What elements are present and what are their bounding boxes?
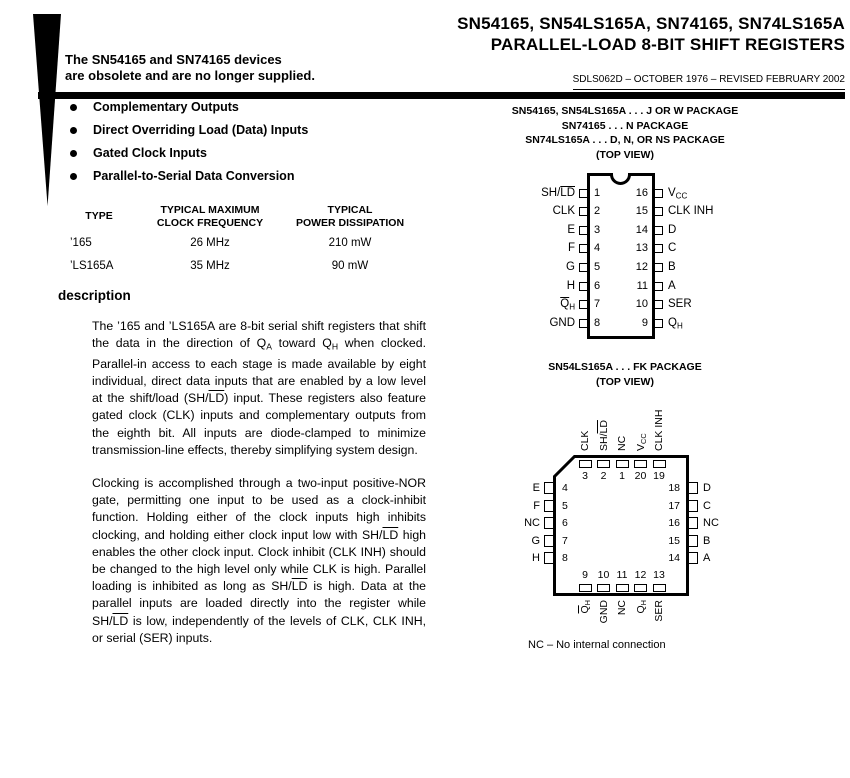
spec-table-cell: ’165 xyxy=(70,237,92,249)
pin-number: 11 xyxy=(636,279,648,292)
pin-label xyxy=(652,371,666,451)
corner-wedge-decoration xyxy=(33,14,61,206)
pin-label xyxy=(615,371,629,451)
pin-stub xyxy=(654,244,663,253)
package-header-line: SN54LS165A . . . FK PACKAGE xyxy=(548,361,702,373)
pin-stub xyxy=(688,552,698,564)
table-row xyxy=(58,256,420,279)
pin-stub xyxy=(654,189,663,198)
pin-number: 2 xyxy=(594,205,601,218)
spec-table-head xyxy=(58,202,420,233)
pin-label xyxy=(578,371,592,451)
pin-number: 5 xyxy=(594,260,601,273)
spec-table-header-cell xyxy=(140,202,280,233)
spec-table-header-line: TYPE xyxy=(85,210,113,223)
text-segment: high enables the other clock input. Clock inhibit (CLK INH) should be changed to the high level only while CLK is high. Parallel loading is inhibited as long as SH/ xyxy=(92,527,426,594)
pin-label xyxy=(460,186,575,201)
text-segment: A xyxy=(668,279,676,292)
pin-stub xyxy=(616,584,629,592)
pin-stub xyxy=(654,300,663,309)
feature-label: Complementary Outputs xyxy=(93,100,239,114)
text-segment: SER xyxy=(653,600,665,622)
text-segment: CLK xyxy=(552,205,575,218)
pin-number: 14 xyxy=(635,223,648,236)
text-segment: V xyxy=(668,186,676,199)
pin-stub xyxy=(597,584,610,592)
text-segment: Q xyxy=(634,605,647,614)
text-segment: is high. Data at the parallel inputs are loaded directly into the register while SH/ xyxy=(92,579,426,628)
pin-number: 8 xyxy=(594,316,601,329)
pin-label xyxy=(703,534,773,549)
pin-number: 9 xyxy=(582,569,588,581)
package-header-line: SN74LS165A . . . D, N, OR NS PACKAGE xyxy=(525,134,725,146)
text-segment: Q xyxy=(668,316,677,329)
subscript-text: H xyxy=(638,600,648,606)
spec-table-header-line: TYPICAL xyxy=(327,204,373,216)
pin-label xyxy=(597,371,611,451)
text-segment: CLK INH xyxy=(653,409,665,451)
overline-text: $\overline{LD}$ xyxy=(112,613,129,628)
pin-stub xyxy=(544,500,554,512)
description-paragraph xyxy=(92,475,426,647)
pin-label xyxy=(668,223,788,238)
spec-table-header-cell xyxy=(280,202,420,233)
pin-label xyxy=(460,297,575,314)
doc-number-line: SDLS062D – OCTOBER 1976 – REVISED FEBRUARY 2002 xyxy=(573,74,845,90)
pin-label xyxy=(668,260,788,275)
text-segment: NC xyxy=(703,517,719,529)
bullet-icon xyxy=(70,173,77,180)
package-header-line: (TOP VIEW) xyxy=(596,148,654,161)
text-segment: NC xyxy=(616,600,628,616)
description-paragraph xyxy=(92,318,426,459)
pin-number: 7 xyxy=(594,298,601,311)
obsolete-notice-line1: The SN54165 and SN74165 devices xyxy=(65,52,282,67)
overline-text: $\overline{Q}$ xyxy=(579,605,591,614)
spec-table-header-cell xyxy=(58,202,140,233)
pin-stub xyxy=(688,517,698,529)
text-segment: E xyxy=(567,223,575,236)
text-segment: H xyxy=(566,279,575,292)
pin-number: 11 xyxy=(616,569,628,581)
subscript-text: H xyxy=(569,302,575,312)
dip-diagram xyxy=(460,168,790,348)
pin-label xyxy=(703,499,773,514)
spec-table-cell: 210 mW xyxy=(328,237,372,249)
pin-label xyxy=(480,551,540,566)
pin-number: 1 xyxy=(594,186,601,199)
text-segment: ) input. These registers also feature gated clock (CLK) inputs and complementary outputs from the eighth bit. All inputs are diode-clamped to minimize transmission-line effects, thereby simplifying system design. xyxy=(92,391,426,457)
feature-item xyxy=(70,146,308,161)
pin-stub xyxy=(688,482,698,494)
subscript-text: H xyxy=(583,600,593,606)
pin-label xyxy=(634,371,648,451)
pin-stub xyxy=(579,282,588,291)
pin-stub xyxy=(579,226,588,235)
fk-diagram xyxy=(460,393,800,653)
pin-number: 9 xyxy=(641,316,648,329)
pin-stub xyxy=(579,244,588,253)
pin-number: 14 xyxy=(668,552,680,564)
pin-stub xyxy=(579,263,588,272)
pin-label xyxy=(480,481,540,496)
overline-text: $\overline{LD}$ xyxy=(208,391,225,406)
pin-stub xyxy=(597,460,610,468)
subscript-text: H xyxy=(331,341,339,352)
pin-stub xyxy=(579,319,588,328)
spec-table xyxy=(58,202,420,279)
subscript-text: H xyxy=(676,320,683,330)
pin-stub xyxy=(654,207,663,216)
pin-label xyxy=(480,499,540,514)
pin-number: 10 xyxy=(635,298,648,311)
text-segment: GND xyxy=(549,316,575,329)
text-segment: B xyxy=(668,260,676,273)
feature-label: Direct Overriding Load (Data) Inputs xyxy=(93,123,309,137)
subscript-text: CC xyxy=(675,190,688,200)
overline-text: $\overline{LD}$ xyxy=(382,527,399,542)
pin-stub xyxy=(579,584,592,592)
spec-table-cell: ’LS165A xyxy=(70,260,114,272)
pin-stub xyxy=(653,584,666,592)
datasheet-title xyxy=(457,14,845,55)
pin-stub xyxy=(654,282,663,291)
text-segment: CLK INH xyxy=(668,205,714,218)
text-segment: NC xyxy=(616,435,628,451)
datasheet-title-line1: SN54165, SN54LS165A, SN74165, SN74LS165A xyxy=(457,14,845,33)
overline-text: $\overline{LD}$ xyxy=(560,186,575,199)
subscript-text: CC xyxy=(638,433,648,444)
pin-label xyxy=(668,297,788,312)
feature-label: Gated Clock Inputs xyxy=(93,146,207,160)
obsolete-notice xyxy=(65,52,315,84)
text-segment: D xyxy=(703,482,711,494)
pin-label xyxy=(460,260,575,275)
pin-number: 17 xyxy=(668,499,680,512)
datasheet-title-line2: PARALLEL-LOAD 8-BIT SHIFT REGISTERS xyxy=(490,34,845,54)
pin-label xyxy=(703,516,773,531)
spec-table-header-row xyxy=(58,202,420,233)
pin-stub xyxy=(579,300,588,309)
text-segment: C xyxy=(668,242,677,255)
pin-label xyxy=(460,241,575,256)
pin-number: 13 xyxy=(653,569,665,581)
text-segment: G xyxy=(566,260,575,273)
package-header-line: (TOP VIEW) xyxy=(596,375,654,388)
text-segment: F xyxy=(533,499,540,512)
pin-label xyxy=(460,223,575,238)
text-segment: GND xyxy=(597,600,610,624)
overline-text: $\overline{Q}$ xyxy=(560,298,570,311)
pin-stub xyxy=(544,535,554,547)
text-segment: NC xyxy=(524,517,540,529)
pin-stub xyxy=(544,482,554,494)
subscript-text: A xyxy=(266,341,272,352)
pin-stub xyxy=(579,460,592,468)
pin-stub xyxy=(688,500,698,512)
table-row xyxy=(58,233,420,256)
dip-package-header xyxy=(460,104,790,162)
pin-label xyxy=(668,241,788,256)
spec-table-cell: 90 mW xyxy=(331,260,369,272)
text-segment: C xyxy=(703,499,711,512)
pin-number: 19 xyxy=(653,470,665,482)
text-segment: when clocked. Parallel-in access to each stage is made available by eight individual, direct data inputs that are enabled by a low level at the shift/load (SH/ xyxy=(92,336,426,406)
pin-stub xyxy=(616,460,629,468)
package-header-line: SN54165, SN54LS165A . . . J OR W PACKAGE xyxy=(511,105,739,117)
pin-label xyxy=(480,516,540,531)
text-segment: F xyxy=(567,242,575,255)
pin-stub xyxy=(654,263,663,272)
pin-stub xyxy=(579,207,588,216)
pin-label xyxy=(703,551,773,566)
description-heading: description xyxy=(58,288,131,303)
feature-item xyxy=(70,169,308,184)
pin-label xyxy=(460,316,575,331)
pin-number: 5 xyxy=(562,499,568,512)
spec-table-header-line: CLOCK FREQUENCY xyxy=(156,216,264,229)
text-segment: V xyxy=(634,443,647,451)
text-segment: SH/ xyxy=(541,186,561,199)
pin-number: 8 xyxy=(562,552,568,564)
pin-number: 12 xyxy=(634,569,647,581)
obsolete-notice-line2: are obsolete and are no longer supplied. xyxy=(65,68,315,83)
pin-number: 20 xyxy=(634,470,647,482)
pin-number: 2 xyxy=(600,470,607,482)
pin-stub xyxy=(579,189,588,198)
text-segment: E xyxy=(532,482,540,494)
pin-label xyxy=(460,279,575,294)
pin-label xyxy=(668,279,788,294)
pin-number: 1 xyxy=(619,470,625,482)
spec-table-header-line: TYPICAL MAXIMUM xyxy=(160,204,260,216)
pin-stub xyxy=(544,517,554,529)
text-segment: The ’165 and ’LS165A are 8-bit serial shift registers that shift the data in the direction of Q xyxy=(92,319,426,351)
pin-label xyxy=(668,316,788,333)
pin-label xyxy=(668,186,788,203)
pin-label xyxy=(460,204,575,219)
nc-note: NC – No internal connection xyxy=(528,639,666,651)
pin-number: 12 xyxy=(635,260,648,273)
spec-table-body xyxy=(58,233,420,279)
pin-number: 3 xyxy=(582,470,588,482)
description-text xyxy=(92,318,426,663)
text-segment: Clocking is accomplished through a two-input positive-NOR gate, permitting one input to be used as a clock-inhibit function. Holding either of the clock inputs high inhibits clocking, and holding either clock input low with SH/ xyxy=(92,476,426,542)
pin-stub xyxy=(688,535,698,547)
pin-number: 6 xyxy=(594,279,601,292)
feature-label: Parallel-to-Serial Data Conversion xyxy=(93,169,295,183)
pin-number: 4 xyxy=(594,242,601,255)
feature-item xyxy=(70,100,308,115)
text-segment: SER xyxy=(668,298,692,311)
bullet-icon xyxy=(70,150,77,157)
pin-stub xyxy=(634,460,647,468)
pin-stub xyxy=(653,460,666,468)
pin-number: 18 xyxy=(668,482,680,494)
text-segment: SH/ xyxy=(597,433,610,451)
pin-label xyxy=(703,481,773,496)
spec-table-header-line: POWER DISSIPATION xyxy=(295,216,405,229)
pin-label xyxy=(480,534,540,549)
pin-label xyxy=(668,204,788,219)
pin-stub xyxy=(654,226,663,235)
pin-number: 15 xyxy=(635,205,648,218)
package-header-line: SN74165 . . . N PACKAGE xyxy=(561,119,689,132)
bullet-icon xyxy=(70,104,77,111)
pin-number: 4 xyxy=(562,482,568,494)
pin-number: 7 xyxy=(562,534,568,547)
text-segment: B xyxy=(703,534,711,547)
bullet-icon xyxy=(70,127,77,134)
text-segment: G xyxy=(531,534,540,547)
spec-table-cell: 35 MHz xyxy=(190,260,230,272)
feature-item xyxy=(70,123,308,138)
overline-text: $\overline{LD}$ xyxy=(291,579,308,594)
pin-number: 16 xyxy=(668,517,680,529)
text-segment: is low, independently of the levels of CLK, CLK INH, or serial (SER) inputs. xyxy=(92,613,426,645)
pin-number: 16 xyxy=(635,186,648,199)
text-segment: D xyxy=(668,223,677,236)
header-divider-bar xyxy=(38,92,845,99)
text-segment: CLK xyxy=(579,430,591,451)
text-segment: H xyxy=(532,552,540,564)
text-segment: A xyxy=(703,552,711,564)
overline-text: $\overline{LD}$ xyxy=(597,420,610,434)
features-list xyxy=(70,100,308,192)
pin-number: 13 xyxy=(635,242,648,255)
pin-number: 6 xyxy=(562,517,568,529)
pin-number: 3 xyxy=(594,223,601,236)
pin-number: 15 xyxy=(668,534,680,547)
spec-table-cell: 26 MHz xyxy=(190,237,230,249)
text-segment: toward Q xyxy=(271,336,332,351)
pin-number: 10 xyxy=(597,569,610,581)
pin-stub xyxy=(634,584,647,592)
pin-stub xyxy=(544,552,554,564)
pin-stub xyxy=(654,319,663,328)
